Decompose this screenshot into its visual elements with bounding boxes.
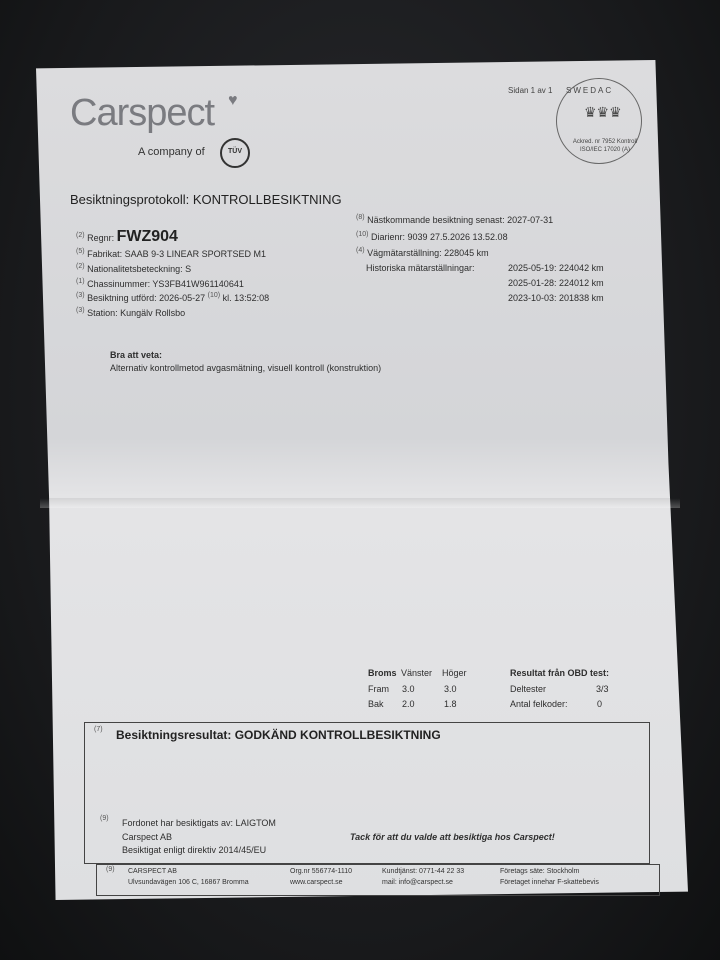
fabrikat-field: $^{(5)}$ Fabrikat: SAAB 9-3 LINEAR SPORTSED M1 xyxy=(76,248,266,259)
thanks-text: Tack för att du valde att besiktiga hos Carspect! xyxy=(350,832,555,842)
obd-value: 3/3 xyxy=(596,684,609,694)
note-title: Bra att veta: xyxy=(110,350,163,360)
obd-value: 0 xyxy=(597,699,603,709)
brake-header-hoger: Höger xyxy=(442,668,467,678)
footer-address: Ulvsundavägen 106 C, 16867 Bromma xyxy=(128,879,249,886)
brake-cell: Bak xyxy=(368,699,384,709)
page-number: Sidan 1 av 1 xyxy=(508,86,553,95)
carspect-logo: Carspect xyxy=(70,92,215,134)
footer-email: mail: info@carspect.se xyxy=(382,879,453,886)
crown-icon: ♛♛♛ xyxy=(584,104,622,120)
obd-label: Antal felkoder: xyxy=(510,699,568,709)
document-title: Besiktningsprotokoll: KONTROLLBESIKTNING xyxy=(70,192,342,207)
seal-top-text: SWEDAC xyxy=(566,86,614,95)
regnr-value: FWZ904 xyxy=(116,228,178,245)
brake-header-vanster: Vänster xyxy=(401,668,433,678)
footer-company: CARSPECT AB xyxy=(128,868,177,875)
brake-cell: Fram xyxy=(368,684,389,694)
utford-field: $^{(3)}$ Besiktning utförd: 2026-05-27 $^{(10)}$ kl. 13:52:08 xyxy=(76,292,270,303)
obd-label: Deltester xyxy=(510,684,547,694)
nationalitet-field: $^{(2)}$ Nationalitetsbeteckning: S xyxy=(76,263,192,274)
footer-website: www.carspect.se xyxy=(290,879,343,886)
odometer-field: $^{(4)}$ Vägmätarställning: 228045 km xyxy=(356,247,489,258)
heart-icon: ♥ xyxy=(228,92,238,109)
history-item: 2023-10-03: 201838 km xyxy=(508,293,604,303)
result-number: (7) xyxy=(94,726,103,733)
history-item: 2025-05-19: 224042 km xyxy=(508,263,604,273)
seal-text: Ackred. nr 7952 Kontroll ISO/IEC 17020 (A) xyxy=(572,139,638,153)
obd-title: Resultat från OBD test: xyxy=(510,668,610,678)
inspected-by: Fordonet har besiktigats av: LAIGTOM xyxy=(122,818,276,828)
inspector-company: Carspect AB xyxy=(122,832,173,842)
brake-header-broms: Broms xyxy=(368,668,397,678)
result-box xyxy=(84,722,650,864)
brake-cell: 3.0 xyxy=(402,684,415,694)
brake-cell: 1.8 xyxy=(444,699,457,709)
diarie-field: $^{(10)}$ Diarienr: 9039 27.5.2026 13.52.08 xyxy=(356,231,508,242)
directive-text: Besiktigat enligt direktiv 2014/45/EU xyxy=(122,845,267,855)
result-title: Besiktningsresultat: GODKÄND KONTROLLBESIKTNING xyxy=(116,728,441,742)
footer-seat: Företags säte: Stockholm xyxy=(500,868,580,875)
chassi-field: $^{(1)}$ Chassinummer: YS3FB41W961140641 xyxy=(76,278,244,289)
brake-cell: 3.0 xyxy=(444,684,457,694)
note-text: Alternativ kontrollmetod avgasmätning, visuell kontroll (konstruktion) xyxy=(110,363,382,373)
footer-phone: Kundtjänst: 0771-44 22 33 xyxy=(382,868,465,875)
footer-tax: Företaget innehar F-skattebevis xyxy=(500,879,599,886)
next-inspection: $^{(8)}$ Nästkommande besiktning senast: 2027-07-31 xyxy=(356,214,554,225)
company-of-label: A company of xyxy=(138,146,205,158)
brake-cell: 2.0 xyxy=(402,699,415,709)
history-item: 2025-01-28: 224012 km xyxy=(508,278,604,288)
footer-orgnr: Org.nr 556774-1110 xyxy=(290,868,353,875)
inspector-number: (9) xyxy=(100,815,109,822)
station-field: $^{(3)}$ Station: Kungälv Rollsbo xyxy=(76,307,186,318)
paper-fold xyxy=(40,498,680,508)
regnr-field: $^{(2)}$ Regnr: FWZ904 xyxy=(76,228,178,245)
history-label: Historiska mätarställningar: xyxy=(366,263,475,273)
tuv-logo: TÜV xyxy=(220,138,250,168)
footer-number: (9) xyxy=(106,866,115,873)
